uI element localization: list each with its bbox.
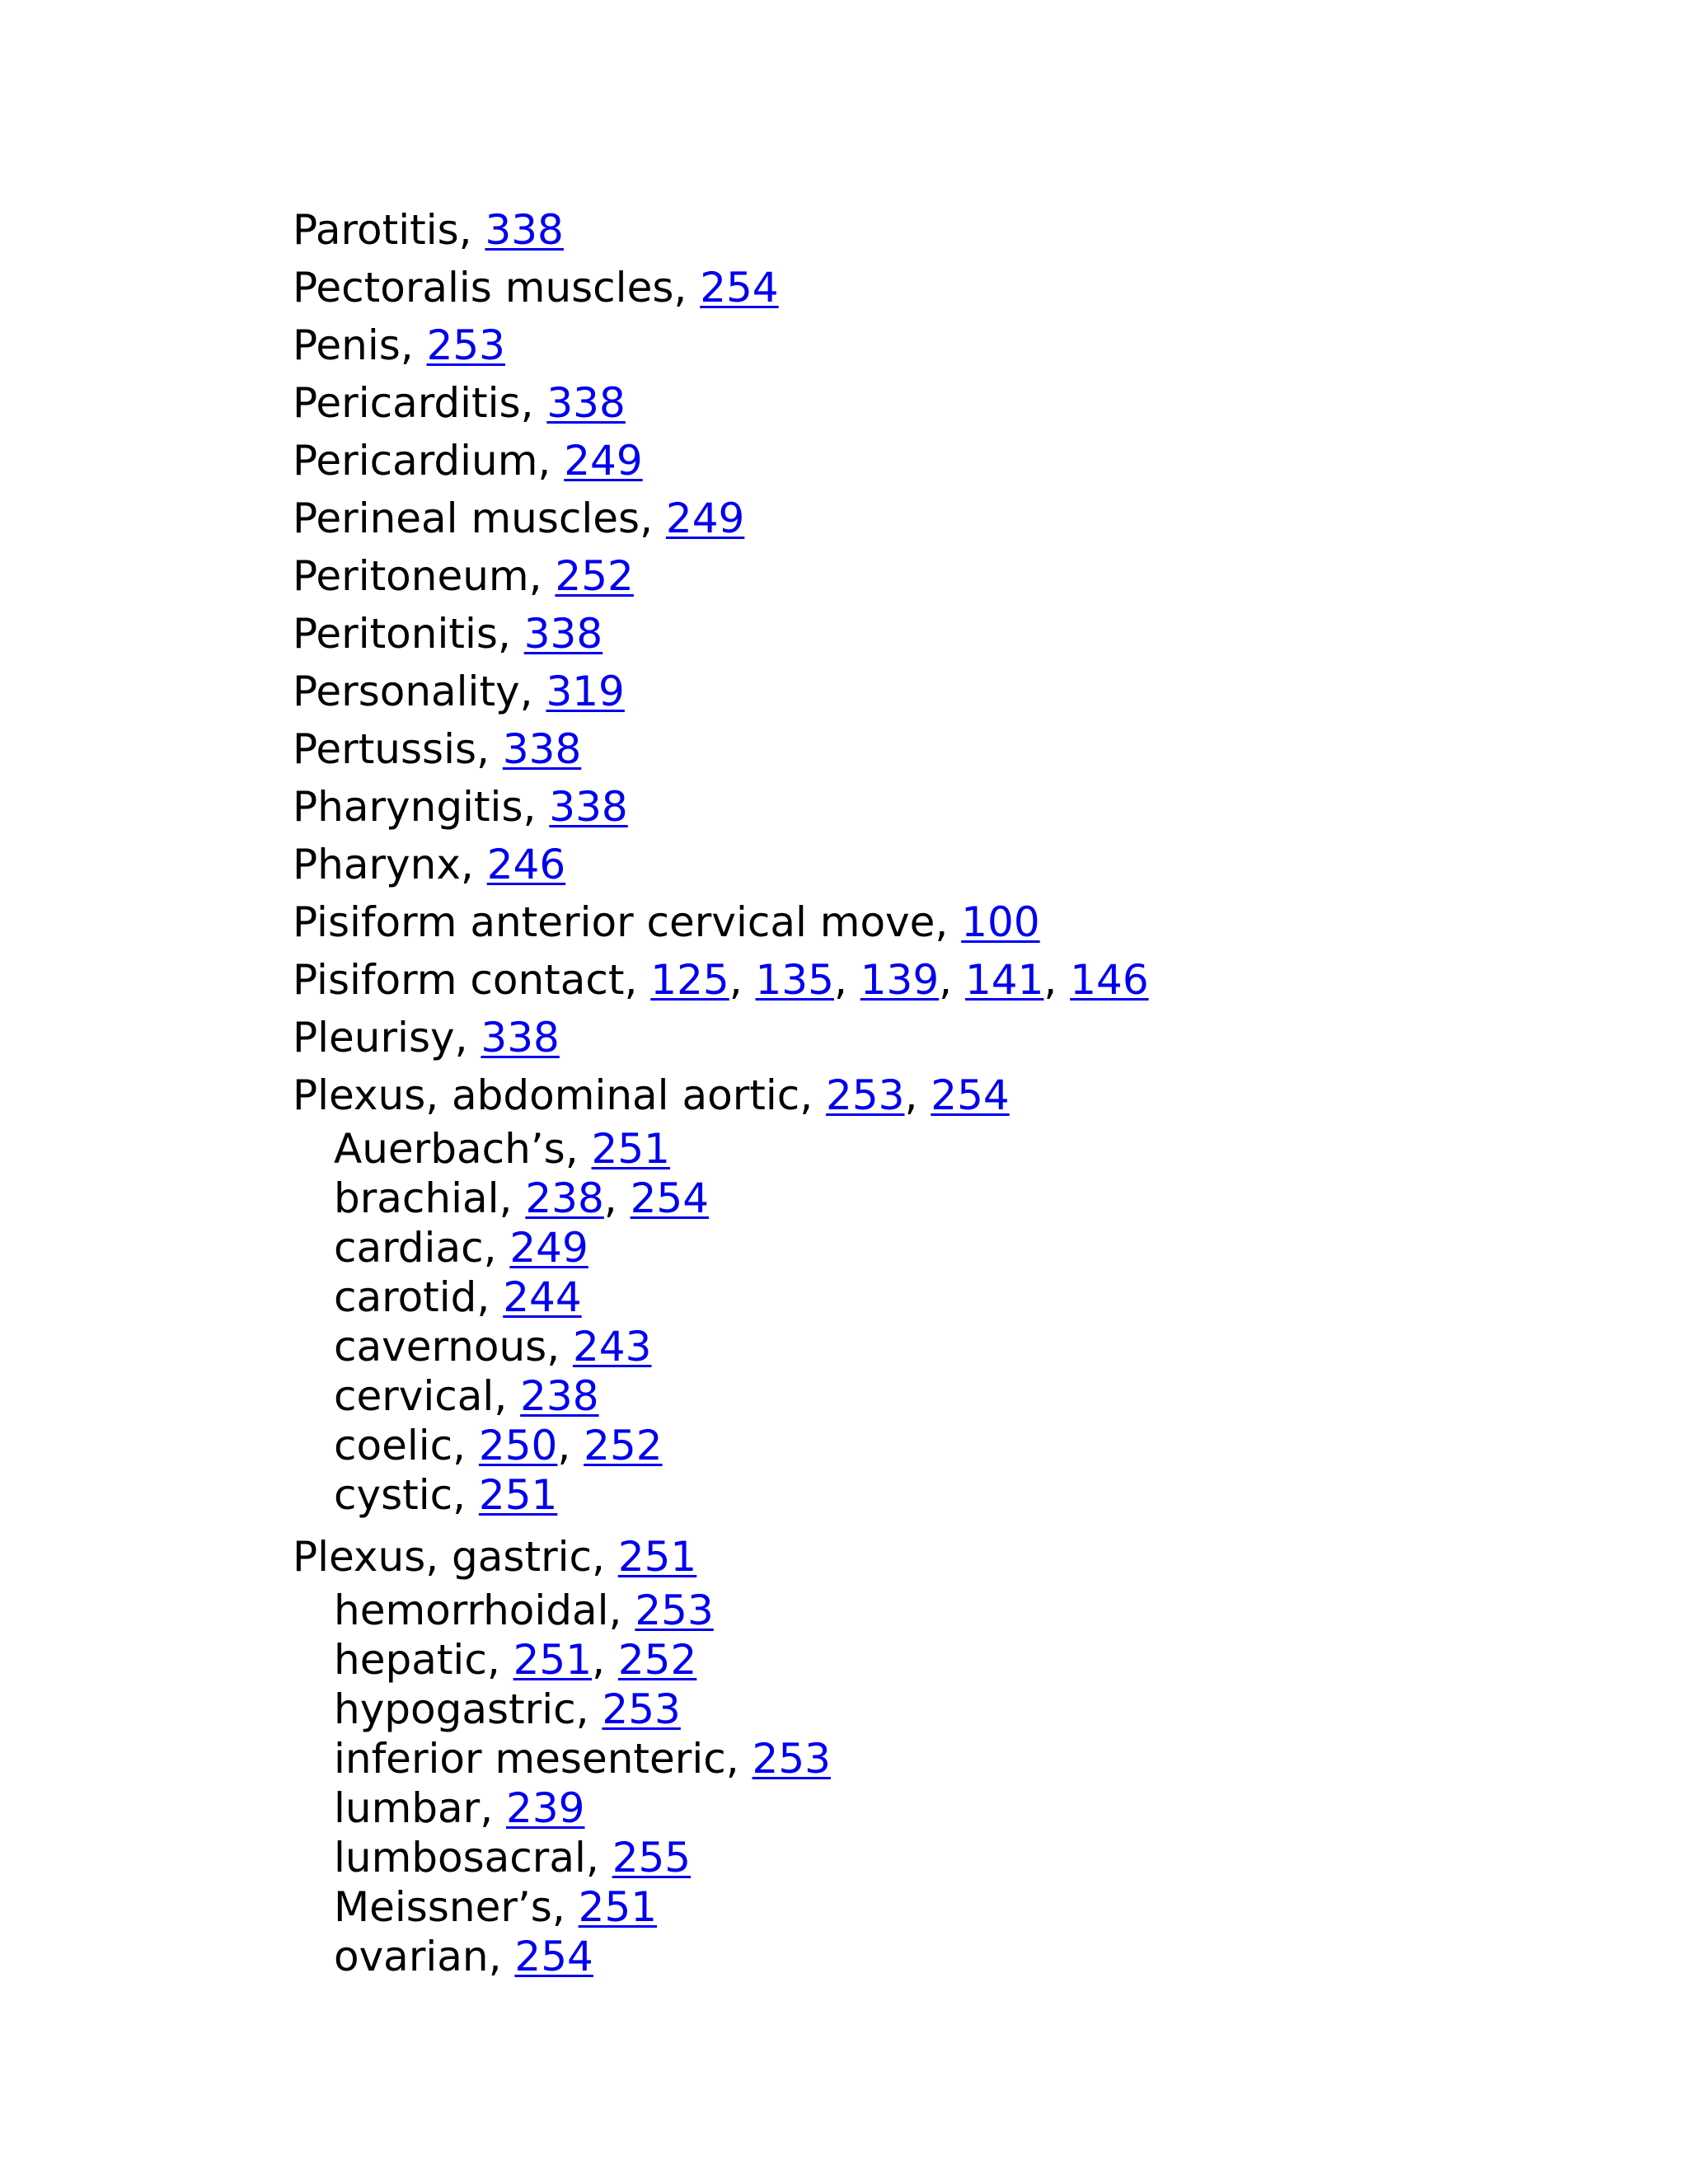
index-entry [293, 201, 1611, 259]
page-link[interactable]: 141 [964, 956, 1044, 1004]
index-term: Pisiform contact [293, 956, 625, 1004]
index-term: Peritoneum [293, 552, 529, 600]
index-term: Peritonitis [293, 610, 498, 658]
index-term: Pectoralis muscles [293, 264, 674, 312]
page-separator: , [939, 956, 965, 1004]
page-link[interactable]: 243 [572, 1323, 652, 1371]
index-subentry [293, 1783, 1611, 1833]
index-entry [293, 605, 1611, 663]
index-entry [293, 316, 1611, 374]
page-link[interactable]: 253 [826, 1071, 905, 1119]
index-entry [293, 259, 1611, 316]
page-separator: , [904, 1071, 931, 1119]
page-separator: , [592, 1636, 618, 1684]
term-separator: , [640, 494, 666, 542]
term-separator: , [537, 437, 565, 485]
term-separator: , [519, 668, 546, 715]
index-subentry [293, 1734, 1611, 1783]
term-separator: , [476, 1273, 504, 1321]
index-page [293, 201, 1611, 1981]
page-link[interactable]: 338 [546, 379, 626, 427]
index-term: Parotitis [293, 206, 459, 254]
page-link[interactable]: 251 [591, 1125, 670, 1173]
term-separator: , [546, 1323, 573, 1371]
page-link[interactable]: 338 [485, 206, 564, 254]
index-subentry [293, 1124, 1611, 1174]
page-link[interactable]: 254 [514, 1933, 593, 1980]
index-entry [293, 778, 1611, 836]
index-term: carotid [334, 1273, 477, 1321]
page-link[interactable]: 135 [755, 956, 834, 1004]
index-entry [293, 547, 1611, 605]
page-separator: , [1043, 956, 1071, 1004]
term-separator: , [799, 1071, 827, 1119]
index-subentry [293, 1272, 1611, 1322]
page-link[interactable]: 338 [502, 725, 582, 773]
index-subentry [293, 1833, 1611, 1882]
term-separator: , [452, 1422, 479, 1469]
term-separator: , [488, 1933, 515, 1980]
index-term: hepatic [334, 1636, 487, 1684]
index-subentry [293, 1882, 1611, 1932]
page-link[interactable]: 251 [478, 1471, 558, 1519]
term-separator: , [494, 1372, 521, 1420]
index-term: Pharyngitis [293, 783, 523, 831]
page-link[interactable]: 251 [513, 1636, 593, 1684]
index-subentry [293, 1470, 1611, 1520]
page-link[interactable]: 319 [546, 668, 625, 715]
index-term: Penis [293, 321, 401, 369]
page-link[interactable]: 253 [635, 1586, 714, 1634]
index-term: ovarian [334, 1933, 489, 1980]
term-separator: , [454, 1014, 481, 1062]
index-entry [293, 432, 1611, 490]
index-term: cardiac [334, 1224, 484, 1272]
page-link[interactable]: 338 [481, 1014, 560, 1062]
index-subentry [293, 1322, 1611, 1371]
page-separator: , [557, 1422, 584, 1469]
index-term: Pertussis [293, 725, 477, 773]
page-link[interactable]: 246 [486, 841, 566, 888]
term-separator: , [565, 1125, 592, 1173]
term-separator: , [486, 1636, 513, 1684]
term-separator: , [520, 379, 547, 427]
page-link[interactable]: 252 [617, 1636, 697, 1684]
index-entry [293, 1009, 1611, 1066]
term-separator: , [585, 1834, 612, 1882]
term-separator: , [575, 1685, 603, 1733]
index-subentry [293, 1685, 1611, 1734]
page-link[interactable]: 253 [752, 1735, 831, 1783]
term-separator: , [935, 898, 962, 946]
term-separator: , [624, 956, 651, 1004]
page-link[interactable]: 338 [549, 783, 628, 831]
term-separator: , [458, 206, 485, 254]
page-link[interactable]: 251 [617, 1533, 697, 1581]
page-link[interactable]: 254 [931, 1071, 1010, 1119]
index-subentry [293, 1371, 1611, 1421]
index-term: cervical [334, 1372, 495, 1420]
index-subentry [293, 1223, 1611, 1272]
term-separator: , [592, 1533, 618, 1581]
term-separator: , [528, 552, 556, 600]
term-separator: , [725, 1735, 753, 1783]
page-link[interactable]: 100 [961, 898, 1040, 946]
index-term: Plexus, gastric [293, 1533, 593, 1581]
term-separator: , [499, 1174, 526, 1222]
page-link[interactable]: 250 [478, 1422, 558, 1469]
term-separator: , [497, 610, 524, 658]
page-separator: , [603, 1174, 631, 1222]
index-term: lumbar [334, 1784, 481, 1832]
index-entry [293, 663, 1611, 720]
index-term: inferior mesenteric [334, 1735, 726, 1783]
term-separator: , [608, 1586, 635, 1634]
index-term: Pleurisy [293, 1014, 455, 1062]
index-subentry [293, 1932, 1611, 1981]
index-subentry [293, 1174, 1611, 1223]
term-separator: , [551, 1883, 579, 1931]
index-entry [293, 490, 1611, 547]
page-link[interactable]: 252 [584, 1422, 663, 1469]
term-separator: , [452, 1471, 479, 1519]
index-entry [293, 951, 1611, 1009]
page-link[interactable]: 251 [578, 1883, 658, 1931]
index-entry [293, 893, 1611, 951]
term-separator: , [480, 1784, 507, 1832]
page-link[interactable]: 253 [426, 321, 505, 369]
index-term: hemorrhoidal [334, 1586, 609, 1634]
page-link[interactable]: 253 [602, 1685, 681, 1733]
page-link[interactable]: 249 [509, 1224, 588, 1272]
page-link[interactable]: 244 [503, 1273, 582, 1321]
index-subentry [293, 1635, 1611, 1685]
term-separator: , [476, 725, 503, 773]
page-link[interactable]: 239 [506, 1784, 585, 1832]
page-link[interactable]: 255 [612, 1834, 692, 1882]
page-link[interactable]: 252 [555, 552, 634, 600]
page-link[interactable]: 146 [1070, 956, 1149, 1004]
index-subentry [293, 1421, 1611, 1470]
index-term: cystic [334, 1471, 453, 1519]
term-separator: , [460, 841, 487, 888]
page-link[interactable]: 125 [650, 956, 729, 1004]
term-separator: , [400, 321, 427, 369]
index-term: coelic [334, 1422, 453, 1469]
term-separator: , [673, 264, 701, 312]
page-link[interactable]: 254 [630, 1174, 710, 1222]
page-separator: , [729, 956, 756, 1004]
index-term: brachial [334, 1174, 499, 1222]
index-term: Auerbach’s [334, 1125, 565, 1173]
index-term: lumbosacral [334, 1834, 586, 1882]
term-separator: , [523, 783, 550, 831]
index-entry [293, 374, 1611, 432]
page-link[interactable]: 254 [700, 264, 779, 312]
page-link[interactable]: 249 [665, 494, 745, 542]
index-term: Pericardium [293, 437, 538, 485]
index-entry [293, 720, 1611, 778]
page-separator: , [833, 956, 860, 1004]
index-term: Meissner’s [334, 1883, 552, 1931]
index-entry [293, 1066, 1611, 1124]
index-subentry [293, 1586, 1611, 1635]
index-term: cavernous [334, 1323, 547, 1371]
index-term: Perineal muscles [293, 494, 640, 542]
index-term: Plexus, abdominal aortic [293, 1071, 800, 1119]
index-term: Personality [293, 668, 520, 715]
index-entry [293, 1528, 1611, 1586]
page-link[interactable]: 338 [523, 610, 603, 658]
index-term: hypogastric [334, 1685, 576, 1733]
page-link[interactable]: 139 [860, 956, 940, 1004]
index-entry [293, 836, 1611, 893]
page-link[interactable]: 238 [520, 1372, 599, 1420]
term-separator: , [483, 1224, 510, 1272]
page-link[interactable]: 238 [525, 1174, 604, 1222]
index-term: Pisiform anterior cervical move [293, 898, 935, 946]
page-link[interactable]: 249 [564, 437, 643, 485]
index-term: Pericarditis [293, 379, 521, 427]
index-term: Pharynx [293, 841, 461, 888]
